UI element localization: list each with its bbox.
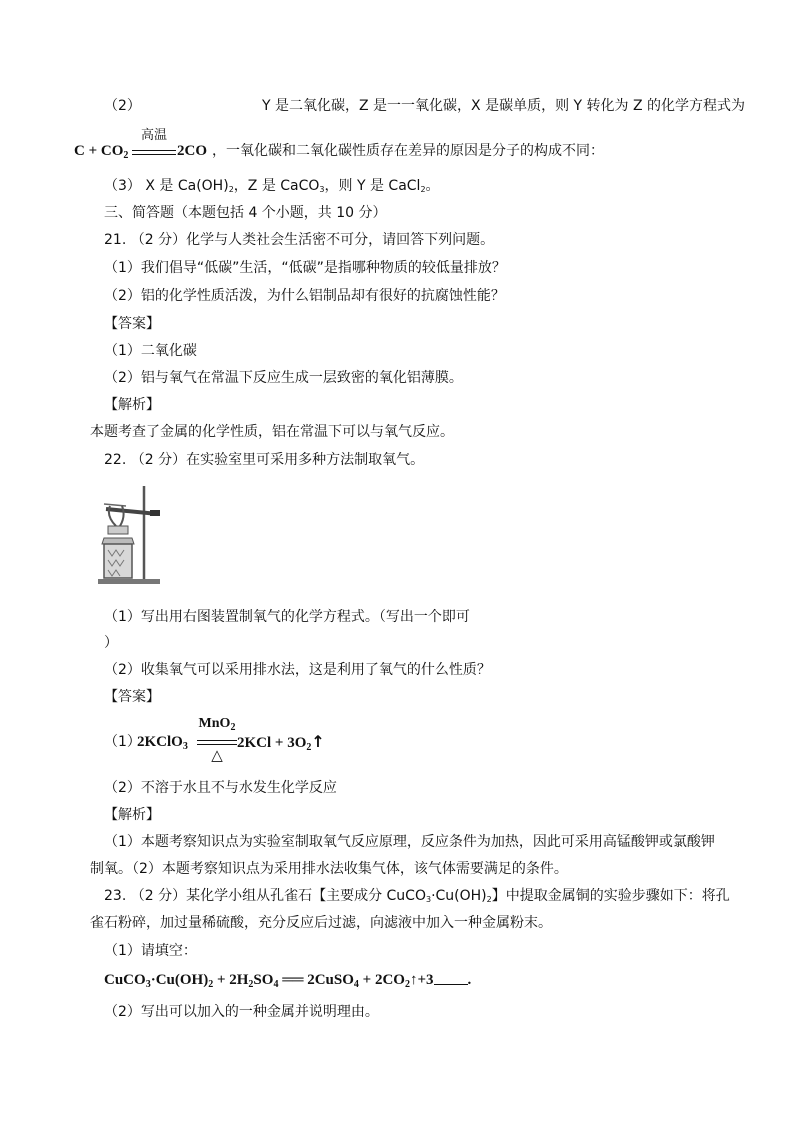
text-line: ，一氧化碳和二氧化碳性质存在差异的原因是分子的构成不同： bbox=[212, 143, 604, 159]
text-line: Y 是二氧化碳，Z 是一一氧化碳，X 是碳单质，则 Y 转化为 Z 的化学方程式为 bbox=[262, 98, 746, 114]
equation-bar bbox=[197, 744, 237, 745]
answer-21-part1: （1）二氧化碳 bbox=[104, 343, 197, 359]
explanation-22-line1: （1）本题考察知识点为实验室制取氧气反应原理，反应条件为加热，因此可采用高锰酸钾或氯酸钾 bbox=[104, 834, 715, 850]
equation-lhs: $C + CO_2$ bbox=[74, 143, 129, 161]
reaction-condition: 高温 bbox=[140, 127, 167, 142]
question-22-part1-end: ） bbox=[104, 635, 118, 651]
equation-bar bbox=[197, 740, 237, 741]
question-21-part1: （1）我们倡导“低碳”生活，“低碳”是指哪种物质的较低量排放？ bbox=[104, 260, 506, 276]
question-23: 23. （2 分）某化学小组从孔雀石【主要成分 CuCO3·Cu(OH)2】中提取金属铜的实验步骤如下：将孔 bbox=[104, 888, 730, 904]
question-22-part2: （2）收集氧气可以采用排水法，这是利用了氧气的什么性质？ bbox=[104, 662, 491, 678]
question-22-part1: （1）写出用右图装置制氧气的化学方程式。（写出一个即可 bbox=[104, 609, 470, 625]
question-23-line2: 雀石粉碎，加过量稀硫酸，充分反应后过滤，向滤液中加入一种金属粉末。 bbox=[90, 915, 552, 931]
answer-21-part2: （2）铝与氧气在常温下反应生成一层致密的氧化铝薄膜。 bbox=[104, 370, 463, 386]
question-21-part2: （2）铝的化学性质活泼，为什么铝制品却有很好的抗腐蚀性能？ bbox=[104, 288, 505, 304]
text-line: （3） X 是 Ca(OH)2，Z 是 CaCO3，则 Y 是 CaCl2。 bbox=[104, 178, 440, 194]
explanation-21: 本题考查了金属的化学性质，铝在常温下可以与氧气反应。 bbox=[90, 424, 454, 440]
equation-rhs: $2KCl + 3O_2↑$ bbox=[237, 732, 325, 753]
equation-bar bbox=[132, 154, 176, 155]
question-23-part1: （1）请填空： bbox=[104, 943, 197, 959]
catalyst-label: MnO$_2$ bbox=[198, 716, 236, 733]
explanation-label: 【解析】 bbox=[104, 807, 160, 823]
question-23-part2: （2）写出可以加入的一种金属并说明理由。 bbox=[104, 1004, 379, 1020]
equation-lhs: 2KClO$_3$ bbox=[137, 734, 188, 752]
item-number: （2） bbox=[104, 98, 141, 114]
answer-22-number: （1） bbox=[104, 734, 141, 750]
equation-rhs: 2CO bbox=[177, 143, 207, 159]
lab-apparatus-figure bbox=[96, 484, 176, 588]
answer-blank[interactable] bbox=[434, 972, 468, 985]
answer-22-part2: （2）不溶于水且不与水发生化学反应 bbox=[104, 780, 337, 796]
equation-bar bbox=[132, 150, 176, 151]
answer-label: 【答案】 bbox=[104, 316, 160, 332]
equation-fill-blank: $CuCO_3\cdot Cu(OH)_2 + 2H_2SO_4$ ══ 2CuSO$_4$ + $2CO_2↑+3$ . bbox=[104, 972, 472, 990]
explanation-label: 【解析】 bbox=[104, 397, 160, 413]
explanation-22-line2: 制氧。（2）本题考察知识点为采用排水法收集气体，该气体需要满足的条件。 bbox=[90, 861, 568, 877]
section-heading: 三、简答题（本题包括 4 个小题，共 10 分） bbox=[104, 205, 387, 221]
question-21: 21. （2 分）化学与人类社会生活密不可分，请回答下列问题。 bbox=[104, 232, 495, 248]
answer-label: 【答案】 bbox=[104, 689, 160, 705]
question-22: 22. （2 分）在实验室里可采用多种方法制取氧气。 bbox=[104, 452, 425, 468]
heat-symbol: △ bbox=[211, 746, 223, 764]
